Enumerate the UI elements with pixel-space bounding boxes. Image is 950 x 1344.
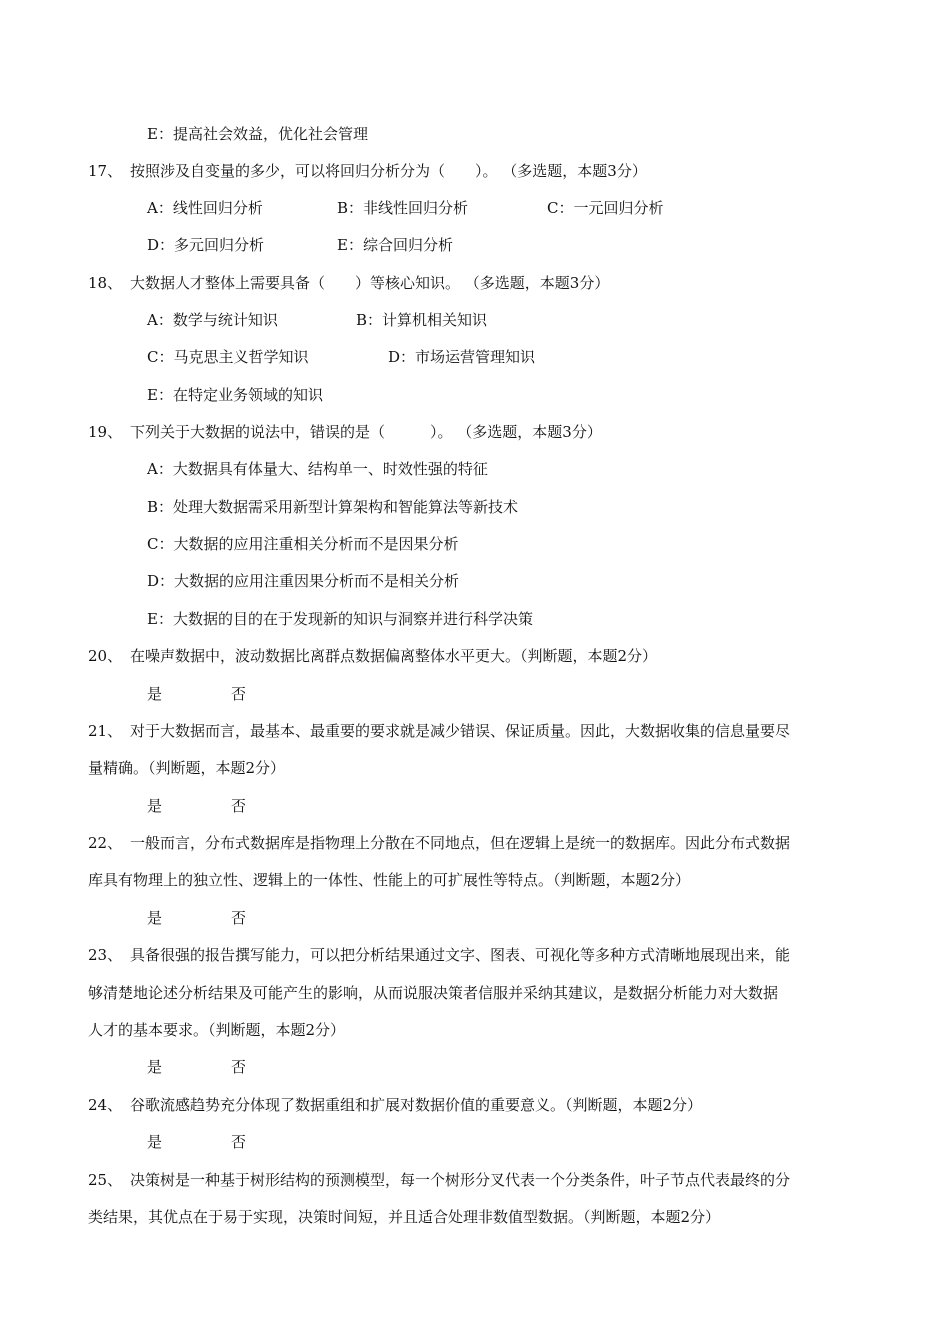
q19-option-b: B：处理大数据需采用新型计算架构和智能算法等新技术 <box>147 498 519 516</box>
q19-option-a: A：大数据具有体量大、结构单一、时效性强的特征 <box>147 460 488 478</box>
q24-true-option: 是 <box>147 1133 163 1151</box>
q20-false-option: 否 <box>231 685 247 703</box>
q20-stem: 在噪声数据中，波动数据比离群点数据偏离整体水平更大。（判断题，本题2分） <box>130 647 658 665</box>
q21-stem: 对于大数据而言，最基本、最重要的要求就是减少错误、保证质量。因此，大数据收集的信息量要尽 <box>130 722 791 740</box>
q23-stem-continued-2: 人才的基本要求。（判断题，本题2分） <box>88 1021 346 1039</box>
q24-stem: 谷歌流感趋势充分体现了数据重组和扩展对数据价值的重要意义。（判断题，本题2分） <box>130 1096 703 1114</box>
q17-option-c: C：一元回归分析 <box>547 199 664 217</box>
q17-option-e: E：综合回归分析 <box>337 236 453 254</box>
q16-option-e: E：提高社会效益，优化社会管理 <box>147 125 368 143</box>
q18-option-d: D：市场运营管理知识 <box>388 348 536 366</box>
q23-stem-continued-1: 够清楚地论述分析结果及可能产生的影响，从而说服决策者信服并采纳其建议，是数据分析能力对大数据 <box>88 984 779 1002</box>
q19-option-e: E：大数据的目的在于发现新的知识与洞察并进行科学决策 <box>147 610 533 628</box>
q22-number: 22、 <box>88 834 123 852</box>
q25-stem: 决策树是一种基于树形结构的预测模型，每一个树形分叉代表一个分类条件，叶子节点代表最终的分 <box>130 1171 791 1189</box>
q18-option-e: E：在特定业务领域的知识 <box>147 386 323 404</box>
q18-stem: 大数据人才整体上需要具备（ ）等核心知识。 （多选题，本题3分） <box>130 274 610 292</box>
q17-stem: 按照涉及自变量的多少，可以将回归分析分为（ ）。 （多选题，本题3分） <box>130 162 647 180</box>
q21-number: 21、 <box>88 722 123 740</box>
q20-true-option: 是 <box>147 685 163 703</box>
q20-number: 20、 <box>88 647 123 665</box>
q23-number: 23、 <box>88 946 123 964</box>
q17-option-b: B：非线性回归分析 <box>337 199 469 217</box>
q23-false-option: 否 <box>231 1058 247 1076</box>
q18-number: 18、 <box>88 274 123 292</box>
q19-option-d: D：大数据的应用注重因果分析而不是相关分析 <box>147 572 460 590</box>
q19-number: 19、 <box>88 423 123 441</box>
q17-option-a: A：线性回归分析 <box>147 199 263 217</box>
q22-false-option: 否 <box>231 909 247 927</box>
q25-number: 25、 <box>88 1171 123 1189</box>
q24-number: 24、 <box>88 1096 123 1114</box>
q18-option-c: C：马克思主义哲学知识 <box>147 348 309 366</box>
q19-stem: 下列关于大数据的说法中，错误的是（ ）。 （多选题，本题3分） <box>130 423 602 441</box>
q21-stem-continued: 量精确。（判断题，本题2分） <box>88 759 286 777</box>
q17-option-d: D：多元回归分析 <box>147 236 265 254</box>
q19-option-c: C：大数据的应用注重相关分析而不是因果分析 <box>147 535 459 553</box>
q25-stem-continued: 类结果，其优点在于易于实现，决策时间短，并且适合处理非数值型数据。（判断题，本题2分） <box>88 1208 721 1226</box>
q22-stem-continued: 库具有物理上的独立性、逻辑上的一体性、性能上的可扩展性等特点。（判断题，本题2分） <box>88 871 691 889</box>
q23-stem: 具备很强的报告撰写能力，可以把分析结果通过文字、图表、可视化等多种方式清晰地展现出来，能 <box>130 946 791 964</box>
q24-false-option: 否 <box>231 1133 247 1151</box>
q21-true-option: 是 <box>147 797 163 815</box>
q23-true-option: 是 <box>147 1058 163 1076</box>
q21-false-option: 否 <box>231 797 247 815</box>
q17-number: 17、 <box>88 162 123 180</box>
q18-option-a: A：数学与统计知识 <box>147 311 278 329</box>
q22-stem: 一般而言，分布式数据库是指物理上分散在不同地点，但在逻辑上是统一的数据库。因此分布式数据 <box>130 834 791 852</box>
q18-option-b: B：计算机相关知识 <box>356 311 488 329</box>
q22-true-option: 是 <box>147 909 163 927</box>
